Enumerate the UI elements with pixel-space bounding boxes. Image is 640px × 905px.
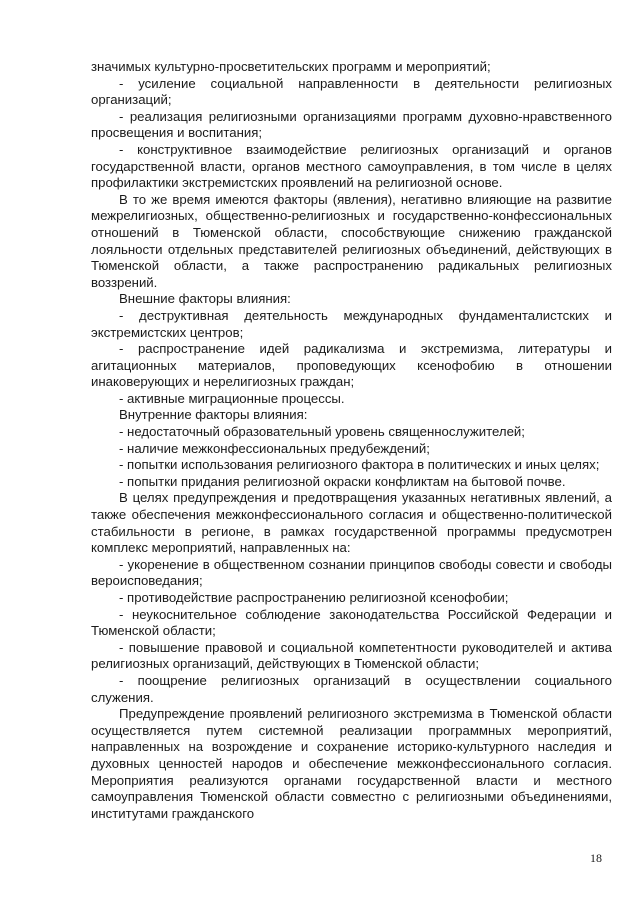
list-item-education-level: - недостаточный образовательный уровень священнослужителей; xyxy=(119,424,525,440)
heading-internal-factors: Внутренние факторы влияния: xyxy=(119,407,308,423)
list-item-migration: - активные миграционные процессы. xyxy=(119,390,345,406)
list-item-spiritual-education: - реализация религиозными организациями программ духовно-нравственного просвещения и воспитания; xyxy=(91,108,612,141)
paragraph-negative-factors: В то же время имеются факторы (явления), негативно влияющие на развитие межрелигиозных, общественно-религиозных и государственно-конфессиональных отношений в Тюменской области, способствующие снижению гражданской лояльности отдельных представителей религиозных объединений, действующих в Тюменской области, а также распространению радикальных религиозных воззрений. xyxy=(91,191,612,290)
list-item-social-service: - поощрение религиозных организаций в осуществлении социального служения. xyxy=(91,672,612,705)
list-item-freedom-conscience: - укоренение в общественном сознании принципов свободы совести и свободы вероисповедания; xyxy=(91,556,612,589)
page-number: 18 xyxy=(590,851,602,865)
paragraph-extremism-prevention: Предупреждение проявлений религиозного экстремизма в Тюменской области осуществляется путем системной реализации программных мероприятий, направленных на возрождение и сохранение историко-культурного наследия и духовных ценностей народов и обеспечение межконфессионального согласия. Мероприятия реализуются органами государственной власти и местного самоуправления Тюменской области совместно с религиозными объединениями, институтами гражданского xyxy=(91,706,612,821)
list-item-political-use: - попытки использования религиозного фактора в политических и иных целях; xyxy=(119,457,600,473)
list-item-destructive-activity: - деструктивная деятельность международных фундаменталистских и экстремистских центров; xyxy=(91,307,612,340)
list-item-prejudices: - наличие межконфессиональных предубеждений; xyxy=(119,440,430,456)
list-item-social-direction: - усиление социальной направленности в деятельности религиозных организаций; xyxy=(91,75,612,108)
list-item-xenophobia: - противодействие распространению религиозной ксенофобии; xyxy=(119,590,509,605)
list-item-domestic-conflicts: - попытки придания религиозной окраски конфликтам на бытовой почве. xyxy=(119,473,566,489)
paragraph-continuation: значимых культурно-просветительских программ и мероприятий; xyxy=(91,59,491,74)
list-item-legislation: - неукоснительное соблюдение законодательства Российской Федерации и Тюменской области; xyxy=(91,606,612,639)
document-body xyxy=(91,59,612,822)
list-item-constructive-interaction: - конструктивное взаимодействие религиозных организаций и органов государственной власти, органов местного самоуправления, в том числе в целях профилактики экстремистских проявлений на религиозной основе. xyxy=(91,141,612,191)
list-item-competence: - повышение правовой и социальной компетентности руководителей и актива религиозных организаций, действующих в Тюменской области; xyxy=(91,639,612,672)
list-item-radicalism-spread: - распространение идей радикализма и экстремизма, литературы и агитационных материалов, проповедующих ксенофобию в отношении инаковерующих и нерелигиозных граждан; xyxy=(91,341,612,390)
paragraph-prevention-measures: В целях предупреждения и предотвращения указанных негативных явлений, а также обеспечения межконфессионального согласия и общественно-политической стабильности в регионе, в рамках государственной программы предусмотрен комплекс мероприятий, направленных на: xyxy=(91,490,612,556)
heading-external-factors: Внешние факторы влияния: xyxy=(119,291,291,307)
